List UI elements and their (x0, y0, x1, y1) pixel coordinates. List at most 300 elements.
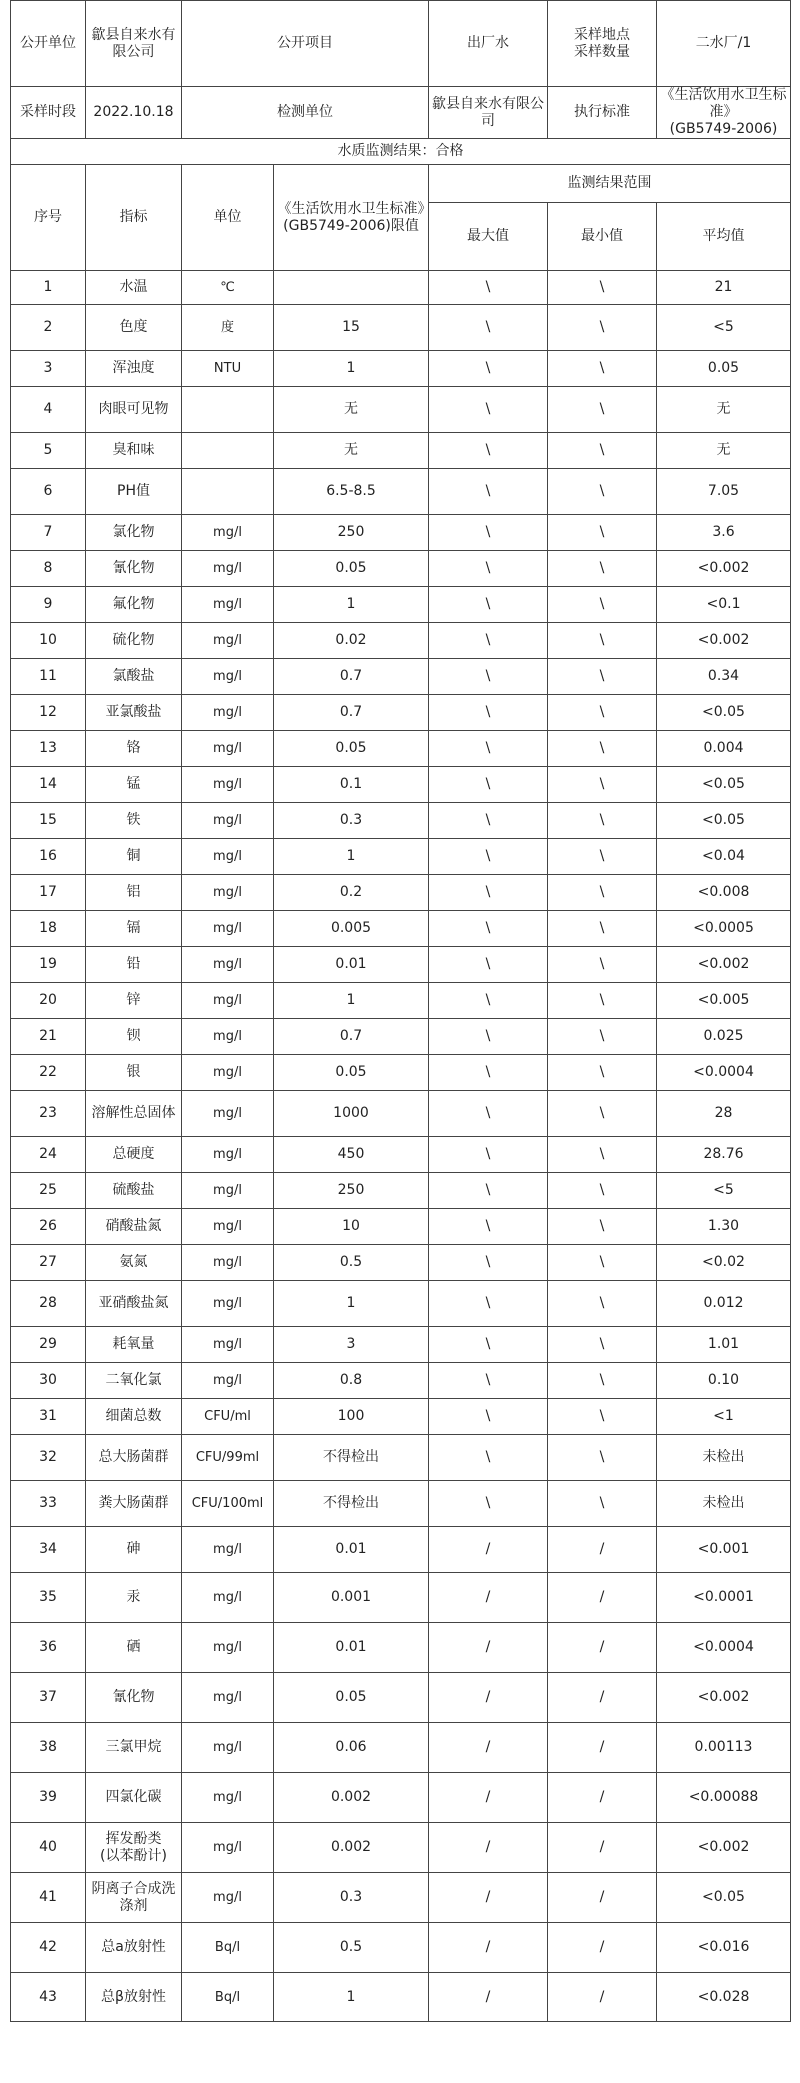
cell-name: 总大肠菌群 (86, 1435, 182, 1481)
cell-no: 2 (11, 305, 86, 351)
cell-name: 硫酸盐 (86, 1173, 182, 1209)
cell-max: \ (429, 695, 548, 731)
cell-unit (182, 469, 274, 515)
cell-no: 24 (11, 1137, 86, 1173)
table-row (11, 1055, 791, 1091)
cell-avg: <0.008 (657, 875, 791, 911)
cell-avg: <0.05 (657, 803, 791, 839)
cell-max: / (429, 1923, 548, 1973)
cell-min: \ (548, 695, 657, 731)
cell-max: \ (429, 387, 548, 433)
cell-unit: mg/l (182, 911, 274, 947)
table-row (11, 1137, 791, 1173)
cell-unit: ℃ (182, 271, 274, 305)
cell-min: \ (548, 271, 657, 305)
cell-avg: <0.002 (657, 623, 791, 659)
cell-limit: 15 (274, 305, 429, 351)
cell-max: / (429, 1773, 548, 1823)
cell-unit: mg/l (182, 1527, 274, 1573)
cell-avg: <0.05 (657, 1873, 791, 1923)
cell-avg: 0.004 (657, 731, 791, 767)
cell-unit: mg/l (182, 1623, 274, 1673)
cell-min: \ (548, 1137, 657, 1173)
table-row (11, 1723, 791, 1773)
cell-min: / (548, 1623, 657, 1673)
cell-name: PH值 (86, 469, 182, 515)
cell-name: 总a放射性 (86, 1923, 182, 1973)
cell-min: \ (548, 1245, 657, 1281)
cell-limit: 1 (274, 839, 429, 875)
cell-unit: mg/l (182, 983, 274, 1019)
cell-min: / (548, 1723, 657, 1773)
col-limit: 《生活饮用水卫生标准》(GB5749-2006)限值 (274, 165, 429, 271)
cell-limit: 0.05 (274, 731, 429, 767)
cell-min: / (548, 1573, 657, 1623)
cell-limit: 1000 (274, 1091, 429, 1137)
cell-min: \ (548, 1481, 657, 1527)
cell-limit: 0.01 (274, 1527, 429, 1573)
table-row (11, 1623, 791, 1673)
cell-limit: 1 (274, 587, 429, 623)
cell-no: 1 (11, 271, 86, 305)
cell-unit: mg/l (182, 1209, 274, 1245)
table-row (11, 1823, 791, 1873)
cell-name: 硫化物 (86, 623, 182, 659)
cell-avg: <0.05 (657, 767, 791, 803)
col-unit: 单位 (182, 165, 274, 271)
cell-unit: mg/l (182, 1019, 274, 1055)
cell-max: \ (429, 433, 548, 469)
cell-name: 水温 (86, 271, 182, 305)
cell-limit: 0.2 (274, 875, 429, 911)
cell-min: / (548, 1923, 657, 1973)
cell-min: / (548, 1823, 657, 1873)
cell-limit: 0.001 (274, 1573, 429, 1623)
table-row (11, 911, 791, 947)
cell-min: \ (548, 433, 657, 469)
cell-avg: 无 (657, 433, 791, 469)
result-line: 水质监测结果：合格 (11, 139, 791, 165)
cell-max: \ (429, 947, 548, 983)
disclosure-unit-label: 公开单位 (11, 1, 86, 87)
cell-max: \ (429, 1281, 548, 1327)
cell-avg: <1 (657, 1399, 791, 1435)
cell-no: 10 (11, 623, 86, 659)
cell-unit: mg/l (182, 659, 274, 695)
cell-max: / (429, 1527, 548, 1573)
cell-min: \ (548, 551, 657, 587)
disclosure-unit: 歙县自来水有限公司 (86, 1, 182, 87)
cell-min: \ (548, 947, 657, 983)
cell-avg: 3.6 (657, 515, 791, 551)
cell-avg: 未检出 (657, 1481, 791, 1527)
standard: 《生活饮用水卫生标准》 (GB5749-2006) (657, 87, 791, 139)
cell-unit: mg/l (182, 1873, 274, 1923)
cell-name: 钡 (86, 1019, 182, 1055)
cell-limit: 1 (274, 983, 429, 1019)
cell-avg: 1.01 (657, 1327, 791, 1363)
table-row (11, 1245, 791, 1281)
cell-limit: 0.005 (274, 911, 429, 947)
table-row (11, 351, 791, 387)
cell-no: 38 (11, 1723, 86, 1773)
cell-max: / (429, 1873, 548, 1923)
cell-min: / (548, 1673, 657, 1723)
cell-limit: 无 (274, 387, 429, 433)
table-row (11, 271, 791, 305)
cell-unit: mg/l (182, 1281, 274, 1327)
cell-max: \ (429, 271, 548, 305)
table-row (11, 551, 791, 587)
cell-max: \ (429, 1435, 548, 1481)
cell-max: \ (429, 1137, 548, 1173)
cell-limit: 450 (274, 1137, 429, 1173)
cell-max: / (429, 1723, 548, 1773)
cell-no: 30 (11, 1363, 86, 1399)
cell-no: 35 (11, 1573, 86, 1623)
cell-name: 耗氧量 (86, 1327, 182, 1363)
cell-max: \ (429, 351, 548, 387)
table-row (11, 1281, 791, 1327)
table-row (11, 767, 791, 803)
cell-avg: 0.05 (657, 351, 791, 387)
cell-min: \ (548, 1327, 657, 1363)
cell-name: 色度 (86, 305, 182, 351)
col-max: 最大值 (429, 203, 548, 271)
cell-name: 铬 (86, 731, 182, 767)
cell-unit: mg/l (182, 1573, 274, 1623)
table-row (11, 1399, 791, 1435)
table-row (11, 1527, 791, 1573)
cell-avg: <0.002 (657, 1673, 791, 1723)
table-row (11, 623, 791, 659)
cell-limit: 0.8 (274, 1363, 429, 1399)
cell-name: 溶解性总固体 (86, 1091, 182, 1137)
cell-no: 40 (11, 1823, 86, 1873)
cell-max: \ (429, 911, 548, 947)
cell-max: \ (429, 1019, 548, 1055)
table-row (11, 469, 791, 515)
cell-unit: mg/l (182, 1327, 274, 1363)
sampling-points: 二水厂/1 (657, 1, 791, 87)
cell-unit: mg/l (182, 803, 274, 839)
cell-limit: 0.7 (274, 1019, 429, 1055)
cell-unit: mg/l (182, 1723, 274, 1773)
cell-name: 浑浊度 (86, 351, 182, 387)
table-row (11, 587, 791, 623)
cell-no: 17 (11, 875, 86, 911)
cell-min: \ (548, 839, 657, 875)
cell-avg: 28 (657, 1091, 791, 1137)
table-row (11, 433, 791, 469)
cell-min: \ (548, 1173, 657, 1209)
cell-name: 砷 (86, 1527, 182, 1573)
cell-min: \ (548, 731, 657, 767)
cell-unit: mg/l (182, 587, 274, 623)
cell-no: 26 (11, 1209, 86, 1245)
cell-limit: 0.002 (274, 1773, 429, 1823)
cell-limit: 0.05 (274, 1055, 429, 1091)
col-indicator: 指标 (86, 165, 182, 271)
cell-name: 氨氮 (86, 1245, 182, 1281)
cell-limit: 不得检出 (274, 1435, 429, 1481)
cell-avg: <0.02 (657, 1245, 791, 1281)
cell-avg: <5 (657, 305, 791, 351)
cell-name: 锰 (86, 767, 182, 803)
cell-max: \ (429, 839, 548, 875)
table-row (11, 1173, 791, 1209)
cell-unit: mg/l (182, 839, 274, 875)
cell-avg: <0.002 (657, 551, 791, 587)
cell-limit: 100 (274, 1399, 429, 1435)
cell-no: 32 (11, 1435, 86, 1481)
cell-name: 硝酸盐氮 (86, 1209, 182, 1245)
cell-limit: 0.01 (274, 947, 429, 983)
cell-limit: 0.5 (274, 1245, 429, 1281)
cell-unit: mg/l (182, 1823, 274, 1873)
cell-max: / (429, 1823, 548, 1873)
cell-min: \ (548, 1055, 657, 1091)
testing-unit: 歙县自来水有限公司 (429, 87, 548, 139)
cell-name: 阴离子合成洗涤剂 (86, 1873, 182, 1923)
cell-max: / (429, 1673, 548, 1723)
cell-unit: mg/l (182, 515, 274, 551)
cell-min: \ (548, 1209, 657, 1245)
cell-max: \ (429, 1363, 548, 1399)
cell-limit: 1 (274, 351, 429, 387)
result-row (11, 139, 791, 165)
cell-name: 硒 (86, 1623, 182, 1673)
cell-name: 总硬度 (86, 1137, 182, 1173)
table-row (11, 1573, 791, 1623)
cell-avg: 0.10 (657, 1363, 791, 1399)
cell-avg: <0.0004 (657, 1055, 791, 1091)
cell-avg: <0.00088 (657, 1773, 791, 1823)
cell-limit: 250 (274, 515, 429, 551)
cell-max: \ (429, 1399, 548, 1435)
cell-unit: mg/l (182, 731, 274, 767)
cell-name: 氰化物 (86, 1673, 182, 1723)
cell-avg: <0.04 (657, 839, 791, 875)
cell-name: 铜 (86, 839, 182, 875)
col-avg: 平均值 (657, 203, 791, 271)
cell-limit: 0.3 (274, 1873, 429, 1923)
cell-limit: 无 (274, 433, 429, 469)
cell-name: 氯酸盐 (86, 659, 182, 695)
cell-name: 铁 (86, 803, 182, 839)
cell-avg: <0.002 (657, 1823, 791, 1873)
table-row (11, 1973, 791, 2022)
disclosure-item: 出厂水 (429, 1, 548, 87)
header-row-1 (11, 1, 791, 87)
table-row (11, 947, 791, 983)
cell-name: 铅 (86, 947, 182, 983)
cell-max: \ (429, 875, 548, 911)
table-row (11, 1481, 791, 1527)
table-row (11, 875, 791, 911)
cell-max: \ (429, 551, 548, 587)
cell-unit: mg/l (182, 1773, 274, 1823)
table-row (11, 839, 791, 875)
cell-no: 14 (11, 767, 86, 803)
testing-unit-label: 检测单位 (277, 104, 333, 120)
cell-limit: 0.7 (274, 695, 429, 731)
cell-name: 铝 (86, 875, 182, 911)
cell-no: 21 (11, 1019, 86, 1055)
cell-min: \ (548, 1435, 657, 1481)
cell-no: 7 (11, 515, 86, 551)
table-row (11, 1923, 791, 1973)
cell-name: 汞 (86, 1573, 182, 1623)
table-row (11, 659, 791, 695)
cell-unit: Bq/l (182, 1923, 274, 1973)
cell-min: \ (548, 305, 657, 351)
cell-avg: <0.005 (657, 983, 791, 1019)
cell-max: \ (429, 1091, 548, 1137)
cell-unit (182, 433, 274, 469)
cell-limit: 0.05 (274, 551, 429, 587)
cell-avg: <0.0001 (657, 1573, 791, 1623)
cell-name: 细菌总数 (86, 1399, 182, 1435)
table-row (11, 695, 791, 731)
cell-max: \ (429, 305, 548, 351)
cell-no: 20 (11, 983, 86, 1019)
cell-unit: mg/l (182, 1245, 274, 1281)
cell-limit: 0.1 (274, 767, 429, 803)
cell-max: \ (429, 767, 548, 803)
cell-max: \ (429, 659, 548, 695)
cell-name: 氟化物 (86, 587, 182, 623)
cell-unit: mg/l (182, 1137, 274, 1173)
cell-avg: 21 (657, 271, 791, 305)
cell-avg: 未检出 (657, 1435, 791, 1481)
cell-limit: 0.3 (274, 803, 429, 839)
cell-min: \ (548, 1399, 657, 1435)
cell-max: \ (429, 1245, 548, 1281)
cell-no: 43 (11, 1973, 86, 2022)
table-row (11, 1209, 791, 1245)
table-row (11, 1327, 791, 1363)
cell-name: 锌 (86, 983, 182, 1019)
cell-no: 12 (11, 695, 86, 731)
cell-no: 41 (11, 1873, 86, 1923)
cell-no: 11 (11, 659, 86, 695)
cell-limit: 0.05 (274, 1673, 429, 1723)
table-row (11, 983, 791, 1019)
cell-unit: mg/l (182, 1173, 274, 1209)
cell-min: \ (548, 803, 657, 839)
cell-limit: 1 (274, 1281, 429, 1327)
sampling-period-label: 采样时段 (11, 87, 86, 139)
cell-unit: mg/l (182, 1673, 274, 1723)
cell-min: \ (548, 911, 657, 947)
cell-unit: CFU/99ml (182, 1435, 274, 1481)
cell-no: 25 (11, 1173, 86, 1209)
cell-unit: mg/l (182, 1055, 274, 1091)
cell-max: \ (429, 1055, 548, 1091)
cell-unit: mg/l (182, 767, 274, 803)
standard-label: 执行标准 (548, 87, 657, 139)
cell-min: \ (548, 351, 657, 387)
sampling-period: 2022.10.18 (86, 87, 182, 139)
cell-no: 15 (11, 803, 86, 839)
cell-no: 23 (11, 1091, 86, 1137)
cell-max: \ (429, 1327, 548, 1363)
cell-limit: 3 (274, 1327, 429, 1363)
cell-unit: 度 (182, 305, 274, 351)
cell-name: 氯化物 (86, 515, 182, 551)
cell-unit: mg/l (182, 623, 274, 659)
cell-name: 银 (86, 1055, 182, 1091)
cell-avg: <0.016 (657, 1923, 791, 1973)
cell-no: 29 (11, 1327, 86, 1363)
cell-unit: mg/l (182, 875, 274, 911)
table-row (11, 1363, 791, 1399)
cell-max: \ (429, 731, 548, 767)
cell-name: 挥发酚类 (以苯酚计) (86, 1823, 182, 1873)
cell-no: 37 (11, 1673, 86, 1723)
cell-no: 9 (11, 587, 86, 623)
cell-min: / (548, 1973, 657, 2022)
cell-max: \ (429, 587, 548, 623)
cell-name: 四氯化碳 (86, 1773, 182, 1823)
cell-avg: <0.002 (657, 947, 791, 983)
cell-avg: 28.76 (657, 1137, 791, 1173)
cell-min: / (548, 1873, 657, 1923)
cell-max: \ (429, 803, 548, 839)
cell-name: 臭和味 (86, 433, 182, 469)
cell-unit (182, 387, 274, 433)
cell-min: \ (548, 515, 657, 551)
cell-unit: mg/l (182, 551, 274, 587)
cell-unit: NTU (182, 351, 274, 387)
table-row (11, 1019, 791, 1055)
cell-unit: Bq/l (182, 1973, 274, 2022)
cell-limit: 0.5 (274, 1923, 429, 1973)
table-row (11, 387, 791, 433)
cell-min: \ (548, 659, 657, 695)
table-row (11, 305, 791, 351)
cell-limit: 0.02 (274, 623, 429, 659)
cell-limit: 0.7 (274, 659, 429, 695)
table-row (11, 1091, 791, 1137)
cell-avg: <0.1 (657, 587, 791, 623)
cell-avg: <0.028 (657, 1973, 791, 2022)
cell-avg: <0.001 (657, 1527, 791, 1573)
cell-min: \ (548, 875, 657, 911)
cell-limit: 0.01 (274, 1623, 429, 1673)
table-row (11, 1773, 791, 1823)
cell-name: 氰化物 (86, 551, 182, 587)
cell-name: 亚硝酸盐氮 (86, 1281, 182, 1327)
cell-min: \ (548, 983, 657, 1019)
cell-min: \ (548, 767, 657, 803)
cell-unit: CFU/ml (182, 1399, 274, 1435)
cell-max: \ (429, 1481, 548, 1527)
cell-max: \ (429, 983, 548, 1019)
col-seq: 序号 (11, 165, 86, 271)
cell-min: \ (548, 1091, 657, 1137)
cell-no: 39 (11, 1773, 86, 1823)
cell-unit: mg/l (182, 947, 274, 983)
cell-limit: 10 (274, 1209, 429, 1245)
cell-name: 总β放射性 (86, 1973, 182, 2022)
cell-max: / (429, 1573, 548, 1623)
col-min: 最小值 (548, 203, 657, 271)
cell-min: \ (548, 623, 657, 659)
cell-limit: 0.06 (274, 1723, 429, 1773)
cell-no: 28 (11, 1281, 86, 1327)
